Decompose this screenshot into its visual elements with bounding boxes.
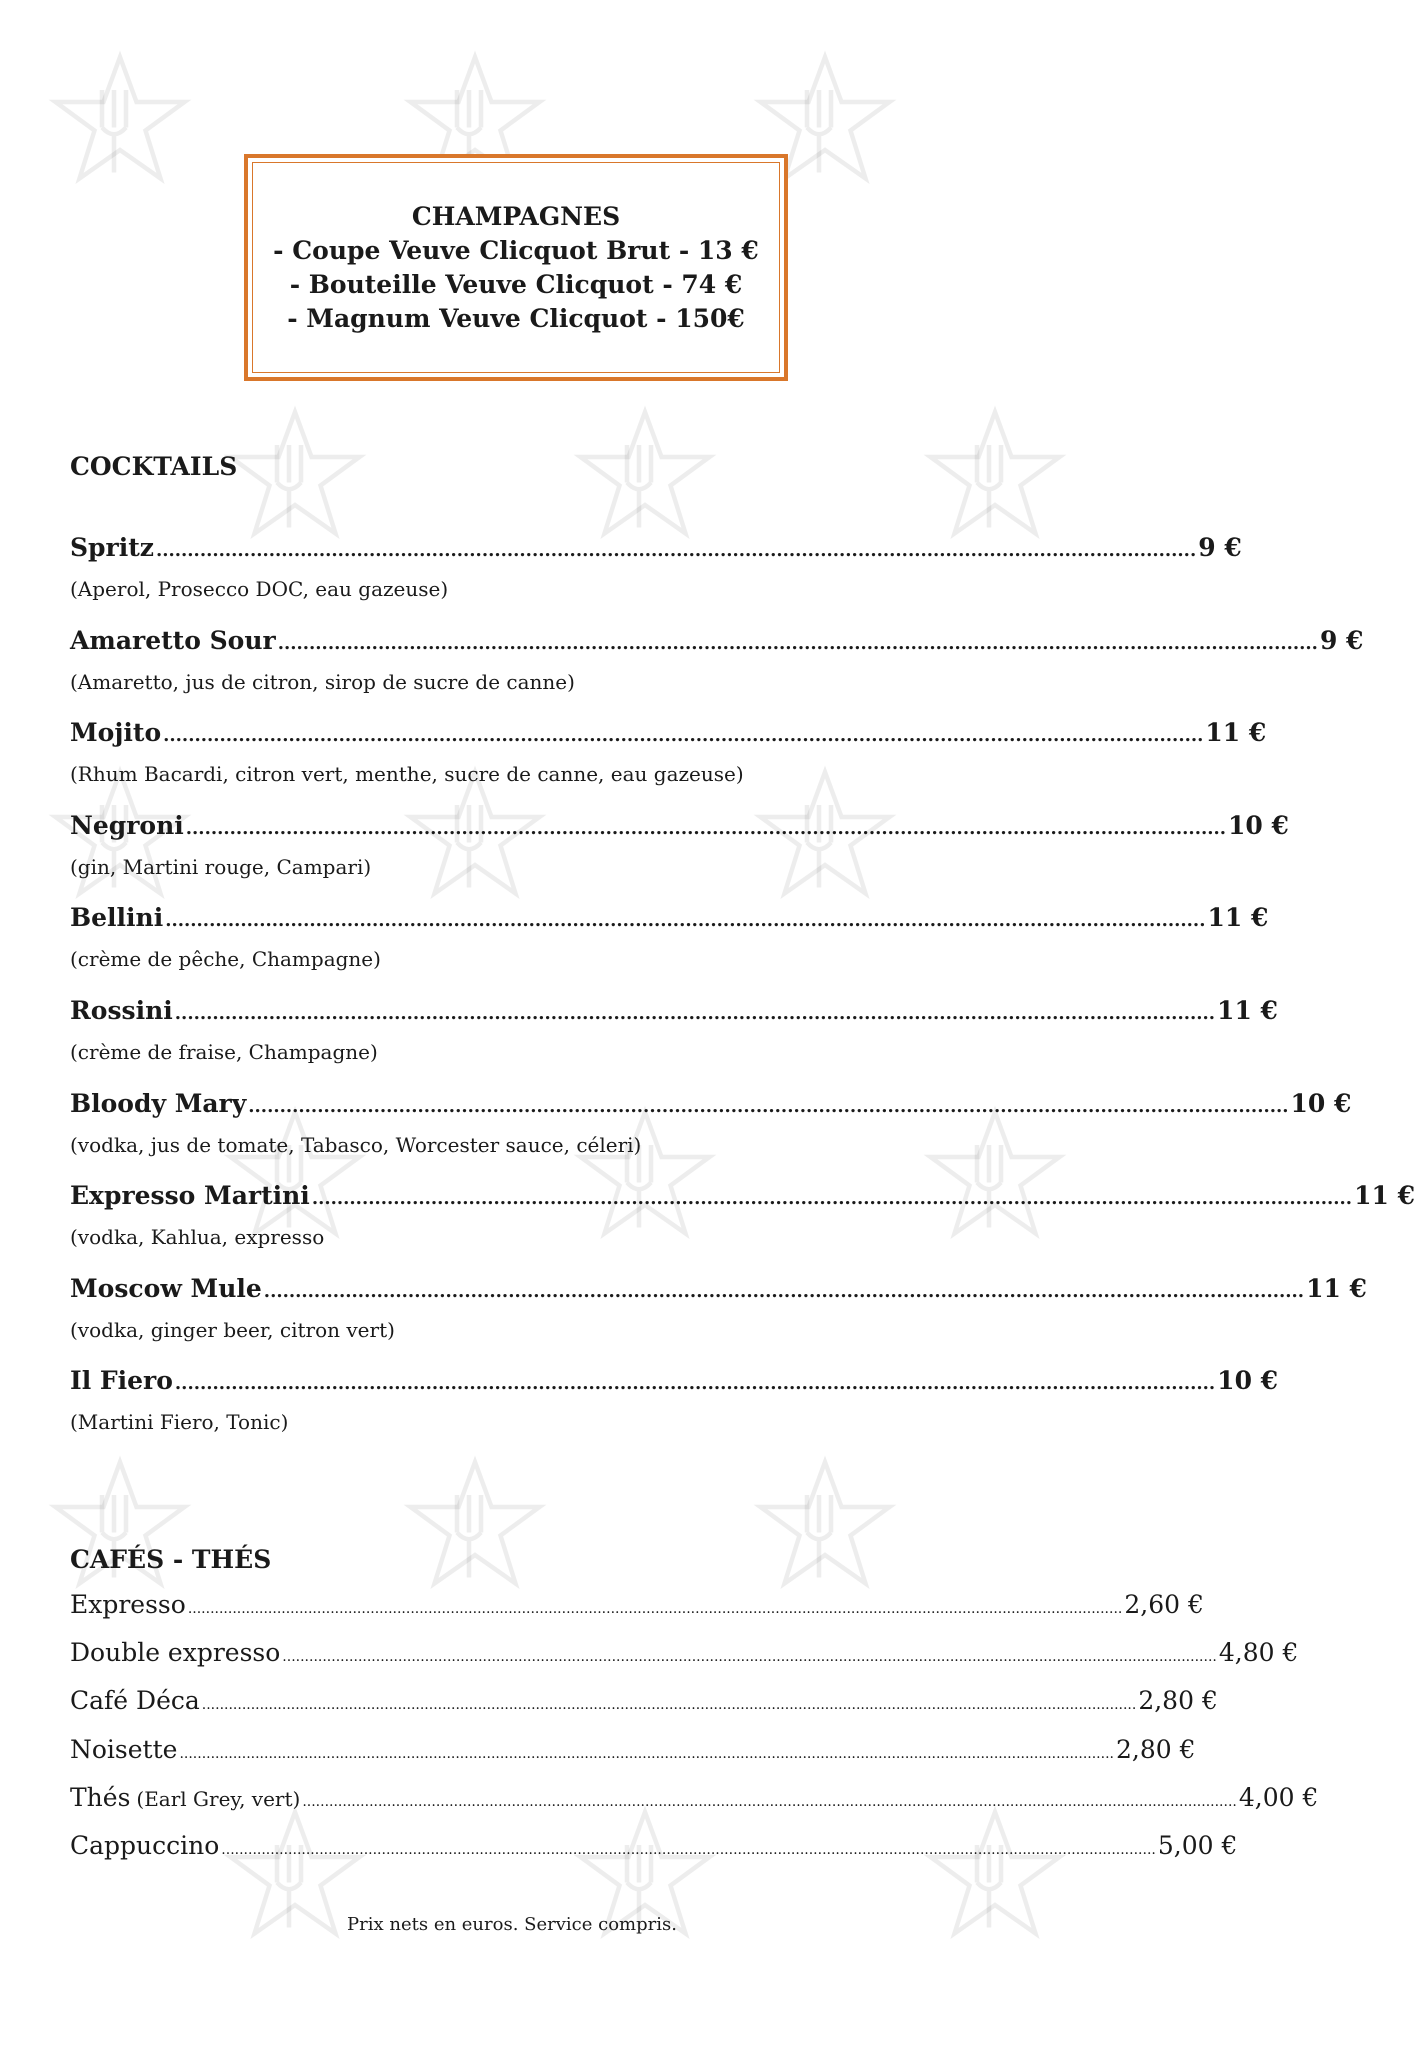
restaurant-guru-watermark-icon bbox=[750, 1450, 900, 1600]
cafe-item bbox=[70, 1830, 1238, 1879]
cocktail-description: (vodka, Kahlua, expresso bbox=[70, 1225, 325, 1250]
cafe-price: 5,00 € bbox=[1157, 1830, 1238, 1860]
cafe-list bbox=[70, 1590, 1319, 1879]
cafe-item bbox=[70, 1734, 1196, 1783]
cocktail-description: (crème de fraise, Champagne) bbox=[70, 1039, 378, 1064]
cocktail-price: 10 € bbox=[1228, 810, 1289, 840]
cafe-name: Thés bbox=[70, 1782, 131, 1812]
champagnes-box bbox=[244, 154, 788, 381]
cocktail-description: (gin, Martini rouge, Campari) bbox=[70, 854, 372, 879]
dot-leader: ...................................................................................................................................................................... bbox=[165, 910, 1206, 932]
cafe-note: (Earl Grey, vert) bbox=[136, 1786, 301, 1811]
cocktail-price: 11 € bbox=[1207, 903, 1269, 933]
cocktail-price: 9 € bbox=[1319, 625, 1364, 655]
cocktail-item bbox=[70, 1088, 1352, 1182]
champagnes-title: CHAMPAGNES bbox=[411, 201, 621, 231]
cafe-price: 2,80 € bbox=[1115, 1734, 1196, 1764]
cocktail-description: (Martini Fiero, Tonic) bbox=[70, 1410, 289, 1435]
footer-note: Prix nets en euros. Service compris. bbox=[347, 1914, 677, 1935]
restaurant-guru-watermark-icon bbox=[45, 45, 195, 195]
dot-leader: ...................................................................................................................................................................... bbox=[263, 1280, 1305, 1302]
cocktail-name: Expresso Martini bbox=[70, 1181, 310, 1211]
dot-leader: .................................................................................................................................................................................................................. bbox=[179, 1745, 1114, 1762]
cocktail-name: Il Fiero bbox=[70, 1366, 173, 1396]
cocktail-price: 10 € bbox=[1290, 1088, 1352, 1118]
champagnes-inner-frame bbox=[252, 162, 780, 373]
dot-leader: .................................................................................................................................................................................................................. bbox=[221, 1841, 1156, 1858]
cocktail-price: 9 € bbox=[1198, 533, 1242, 562]
dot-leader: ...................................................................................................................................................................... bbox=[163, 725, 1204, 747]
cafe-item bbox=[70, 1638, 1299, 1686]
cafes-heading: CAFÉS - THÉS bbox=[70, 1545, 272, 1574]
cocktail-price: 11 € bbox=[1217, 995, 1278, 1025]
restaurant-guru-watermark-icon bbox=[220, 400, 370, 550]
cafe-item bbox=[70, 1782, 1319, 1831]
dot-leader: ...................................................................................................................................................................... bbox=[277, 632, 1318, 654]
cocktail-name: Rossini bbox=[70, 995, 173, 1025]
dot-leader: .................................................................................................................................................................................................................. bbox=[201, 1697, 1137, 1714]
cocktail-description: (vodka, jus de tomate, Tabasco, Worcester sauce, céleri) bbox=[70, 1132, 642, 1157]
cafe-price: 4,00 € bbox=[1238, 1782, 1319, 1812]
cocktails-heading: COCKTAILS bbox=[70, 452, 238, 481]
cafe-name: Noisette bbox=[70, 1734, 178, 1764]
cocktail-description: (Rhum Bacardi, citron vert, menthe, sucre de canne, eau gazeuse) bbox=[70, 762, 744, 787]
restaurant-guru-watermark-icon bbox=[920, 400, 1070, 550]
dot-leader: .................................................................................................................................................................................................................. bbox=[302, 1793, 1237, 1810]
cocktail-description: (crème de pêche, Champagne) bbox=[70, 947, 381, 972]
cocktail-price: 11 € bbox=[1205, 718, 1267, 748]
cocktail-item bbox=[70, 1273, 1367, 1367]
cocktail-name: Bloody Mary bbox=[70, 1088, 247, 1118]
cocktail-price: 11 € bbox=[1354, 1181, 1415, 1211]
cafe-name: Double expresso bbox=[70, 1638, 281, 1668]
cocktail-item bbox=[70, 1366, 1279, 1459]
cocktail-item bbox=[70, 625, 1364, 719]
restaurant-guru-watermark-icon bbox=[45, 1450, 195, 1600]
restaurant-guru-watermark-icon bbox=[570, 400, 720, 550]
cafe-price: 2,60 € bbox=[1124, 1590, 1204, 1619]
cafe-item bbox=[70, 1590, 1204, 1638]
cocktail-description: (vodka, ginger beer, citron vert) bbox=[70, 1317, 395, 1342]
cocktail-item bbox=[70, 810, 1289, 904]
cocktail-item bbox=[70, 903, 1269, 996]
cocktail-price: 11 € bbox=[1306, 1273, 1367, 1303]
dot-leader: .................................................................................................................................................................................................................. bbox=[282, 1649, 1217, 1666]
cocktail-description: (Amaretto, jus de citron, sirop de sucre de canne) bbox=[70, 669, 575, 694]
cocktail-description: (Aperol, Prosecco DOC, eau gazeuse) bbox=[70, 577, 449, 601]
dot-leader: ...................................................................................................................................................................... bbox=[185, 817, 1227, 839]
champagne-item: - Bouteille Veuve Clicquot - 74 € bbox=[289, 269, 743, 299]
cocktail-item bbox=[70, 718, 1267, 811]
cocktail-item bbox=[70, 533, 1242, 626]
cafe-name: Expresso bbox=[70, 1590, 186, 1619]
cocktail-name: Negroni bbox=[70, 810, 184, 840]
dot-leader: ...................................................................................................................................................................... bbox=[248, 1095, 1289, 1117]
cafe-item bbox=[70, 1686, 1218, 1734]
dot-leader: ...................................................................................................................................................................... bbox=[174, 1373, 1216, 1395]
cocktail-name: Mojito bbox=[70, 718, 162, 748]
cocktail-name: Bellini bbox=[70, 903, 164, 933]
champagne-item: - Coupe Veuve Clicquot Brut - 13 € bbox=[273, 235, 759, 265]
cocktail-name: Spritz bbox=[70, 533, 154, 562]
cocktail-list bbox=[70, 533, 1415, 1459]
cafe-name: Café Déca bbox=[70, 1686, 200, 1716]
dot-leader: ...................................................................................................................................................................... bbox=[155, 540, 1197, 561]
cocktail-name: Moscow Mule bbox=[70, 1273, 262, 1303]
restaurant-guru-watermark-icon bbox=[920, 1100, 1070, 1250]
cocktail-item bbox=[70, 1181, 1415, 1274]
restaurant-guru-watermark-icon bbox=[400, 1450, 550, 1600]
dot-leader: ...................................................................................................................................................................... bbox=[174, 1002, 1216, 1024]
dot-leader: .................................................................................................................................................................................................................. bbox=[187, 1601, 1123, 1617]
cocktail-name: Amaretto Sour bbox=[70, 625, 276, 655]
champagne-item: - Magnum Veuve Clicquot - 150€ bbox=[287, 303, 745, 333]
cafe-name: Cappuccino bbox=[70, 1830, 220, 1860]
dot-leader: ...................................................................................................................................................................... bbox=[311, 1188, 1353, 1210]
cocktail-item bbox=[70, 995, 1278, 1089]
cafe-price: 2,80 € bbox=[1138, 1686, 1218, 1716]
cocktail-price: 10 € bbox=[1217, 1366, 1279, 1396]
cafe-price: 4,80 € bbox=[1218, 1638, 1299, 1668]
